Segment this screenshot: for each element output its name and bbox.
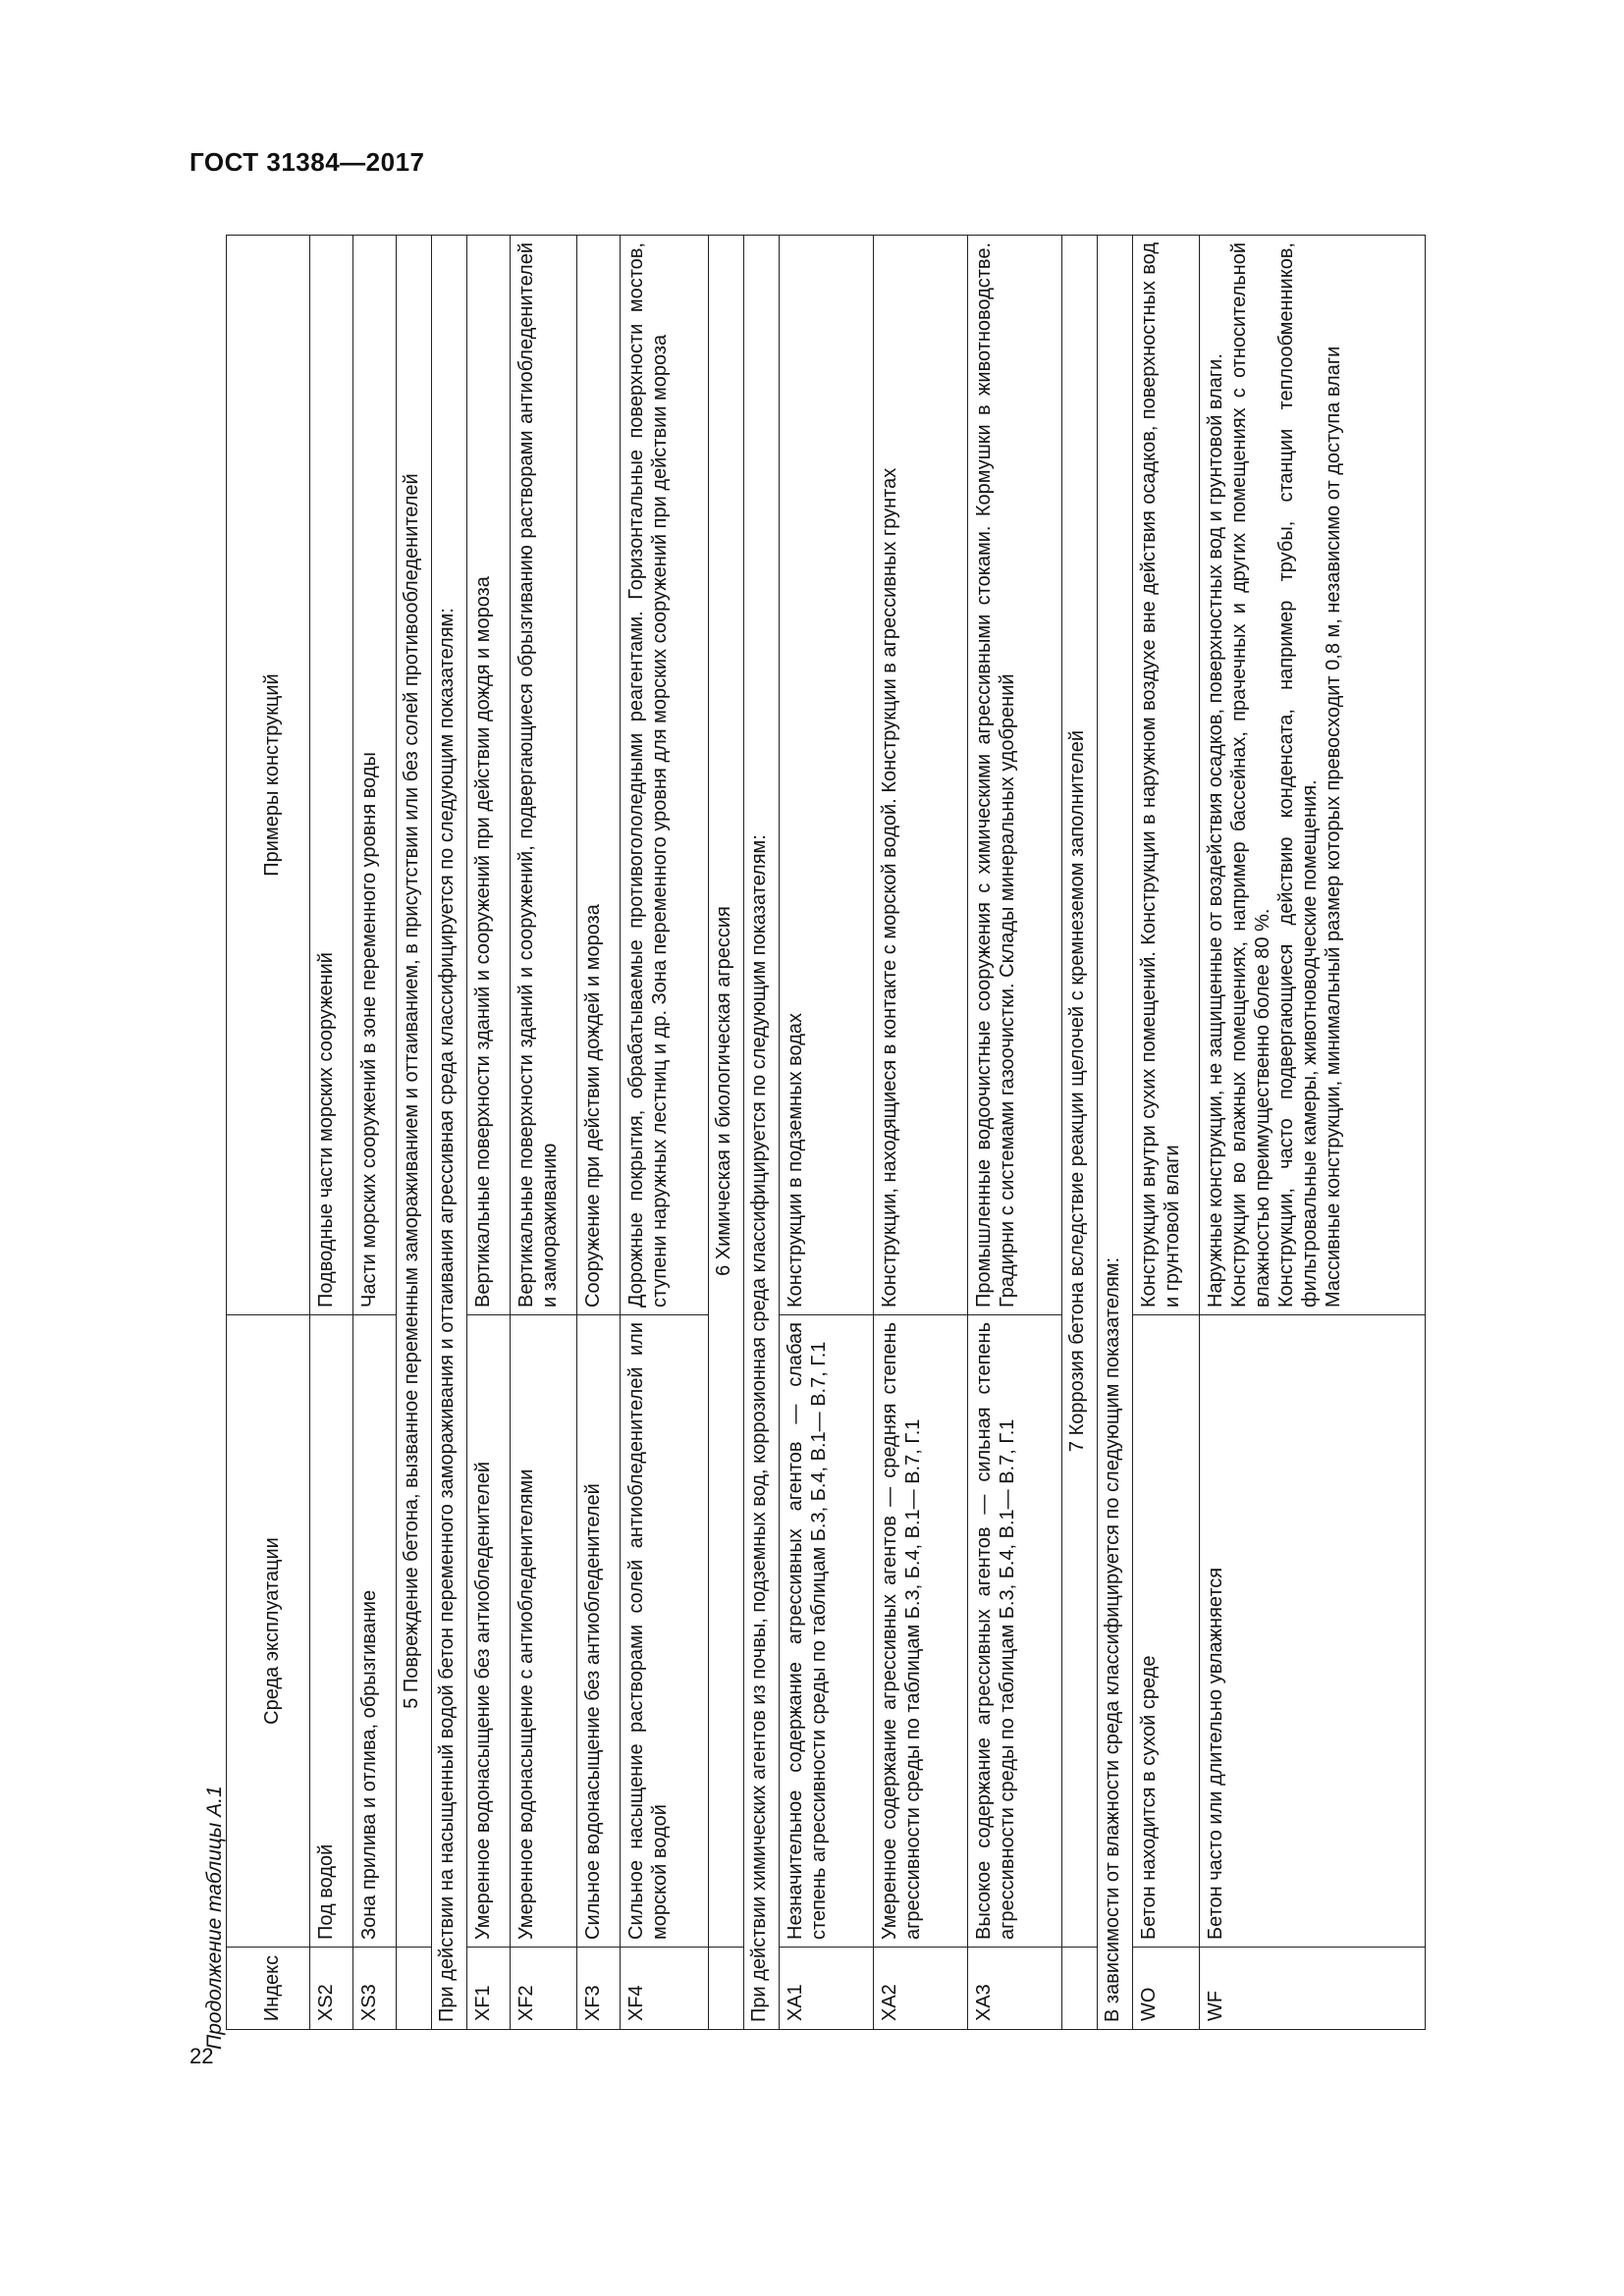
table-caption: Продолжение таблицы А.1 <box>203 1786 226 2050</box>
cell-examples: Конструкции, находящиеся в контакте с морской водой. Конструкции в агрессивных грунтах <box>874 236 968 1315</box>
table-row <box>511 236 577 2030</box>
section-subhead-row <box>744 236 780 2030</box>
section-6-title: 6 Химическая и биологическая агрессия <box>709 236 744 1948</box>
classification-table <box>226 235 1426 2030</box>
cell-index: XF3 <box>577 1948 621 2030</box>
cell-index: XS3 <box>353 1948 397 2030</box>
cell-environment: Зона прилива и отлива, обрызгивание <box>353 1315 397 1948</box>
cell-examples: Вертикальные поверхности зданий и сооружений при действии дождя и мороза <box>467 236 511 1315</box>
cell-examples: Конструкции в подземных водах <box>780 236 874 1315</box>
section-7-subhead: В зависимости от влажности среда классифицируется по следующим показателям: <box>1098 236 1133 2030</box>
cell-environment: Под водой <box>310 1315 353 1948</box>
table-row <box>310 236 353 2030</box>
table-row <box>780 236 874 2030</box>
table-row <box>353 236 397 2030</box>
cell-examples <box>1200 236 1426 1315</box>
cell-index: XF1 <box>467 1948 511 2030</box>
table-row <box>1133 236 1200 2030</box>
doc-header: ГОСТ 31384—2017 <box>189 147 425 177</box>
cell-index: WO <box>1133 1948 1200 2030</box>
cell-environment: Бетон часто или длительно увлажняется <box>1200 1315 1426 1948</box>
cell-environment: Бетон находится в сухой среде <box>1133 1315 1200 1948</box>
cell-index: XA2 <box>874 1948 968 2030</box>
cell-examples: Подводные части морских сооружений <box>310 236 353 1315</box>
section-subhead-row <box>1098 236 1133 2030</box>
cell-environment: Сильное насыщение растворами солей антиобледенителей или морской водой <box>621 1315 709 1948</box>
cell-examples: Промышленные водоочистные сооружения с химическими агрессивными стоками. Кормушки в животноводстве. Градирни с системами газоочистки. Склады минеральных удобрений <box>968 236 1062 1315</box>
header-examples: Примеры конструкций <box>227 236 310 1315</box>
cell-examples: Части морских сооружений в зоне переменного уровня воды <box>353 236 397 1315</box>
header-index: Индекс <box>227 1948 310 2030</box>
section-title-row <box>709 236 744 2030</box>
cell-environment: Умеренное водонасыщение с антиобледенителями <box>511 1315 577 1948</box>
cell-environment: Умеренное водонасыщение без антиобледенителей <box>467 1315 511 1948</box>
section-subhead-row <box>432 236 467 2030</box>
cell-index: XF2 <box>511 1948 577 2030</box>
cell-environment: Умеренное содержание агрессивных агентов — средняя степень агрессивности среды по таблицам Б.3, Б.4, В.1— В.7, Г.1 <box>874 1315 968 1948</box>
page-number: 22 <box>189 2044 214 2068</box>
wf-example-line: Массивные конструкции, минимальный размер которых превосходит 0,8 м, независимо от доступа влаги <box>1323 346 1344 1308</box>
cell-examples: Вертикальные поверхности зданий и сооружений, подвергающиеся обрызгиванию растворами антиобледенителей и замораживанию <box>511 236 577 1315</box>
table-row <box>467 236 511 2030</box>
section-5-subhead: При действии на насыщенный водой бетон переменного замораживания и оттаивания агрессивная среда классифицируется по следующим показателям: <box>432 236 467 2030</box>
table-row <box>1200 236 1426 2030</box>
header-environment: Среда эксплуатации <box>227 1315 310 1948</box>
wf-example-line: Наружные конструкции, не защищенные от воздействия осадков, поверхностных вод и грунтовой влаги. <box>1205 353 1226 1308</box>
cell-index: XF4 <box>621 1948 709 2030</box>
cell-examples: Конструкции внутри сухих помещений. Конструкции в наружном воздухе вне действия осадков, поверхностных вод и грунтовой влаги <box>1133 236 1200 1315</box>
cell-environment: Сильное водонасыщение без антиобледенителей <box>577 1315 621 1948</box>
wf-example-line: Конструкции во влажных помещениях, например бассейнах, прачечных и других помещениях с относительной влажностью преимущественно более 80 %. <box>1228 242 1273 1308</box>
section-title-row <box>1062 236 1098 2030</box>
rotated-table-area <box>204 236 1481 2050</box>
table-row <box>968 236 1062 2030</box>
cell-examples: Дорожные покрытия, обрабатываемые противогололедными реагентами. Горизонтальные поверхности мостов, ступени наружных лестниц и др. Зона переменного уровня для морских сооружений при действии мороза <box>621 236 709 1315</box>
cell-environment: Высокое содержание агрессивных агентов — сильная степень агрессивности среды по таблицам Б.3, Б.4, В.1— В.7, Г.1 <box>968 1315 1062 1948</box>
section-6-subhead: При действии химических агентов из почвы, подземных вод, коррозионная среда классифицируется по следующим показателям: <box>744 236 780 2030</box>
wf-example-line: Конструкции, часто подвергающиеся действию конденсата, например трубы, станции теплообменников, фильтровальные камеры, животноводческие помещения. <box>1275 242 1321 1308</box>
table-header-row <box>227 236 310 2030</box>
cell-index: XS2 <box>310 1948 353 2030</box>
table-row <box>874 236 968 2030</box>
cell-index: XA1 <box>780 1948 874 2030</box>
section-7-title: 7 Коррозия бетона вследствие реакции щелочей с кремнеземом заполнителей <box>1062 236 1098 1948</box>
cell-examples: Сооружение при действии дождей и мороза <box>577 236 621 1315</box>
cell-environment: Незначительное содержание агрессивных агентов — слабая степень агрессивности среды по таблицам Б.3, Б.4, В.1— В.7, Г.1 <box>780 1315 874 1948</box>
section-title-row <box>397 236 432 2030</box>
section-5-title: 5 Повреждение бетона, вызванное переменным замораживанием и оттаиванием, в присутствии или без солей противообледенителей <box>397 236 432 1948</box>
cell-index: XA3 <box>968 1948 1062 2030</box>
table-row <box>577 236 621 2030</box>
cell-index: WF <box>1200 1948 1426 2030</box>
table-row <box>621 236 709 2030</box>
